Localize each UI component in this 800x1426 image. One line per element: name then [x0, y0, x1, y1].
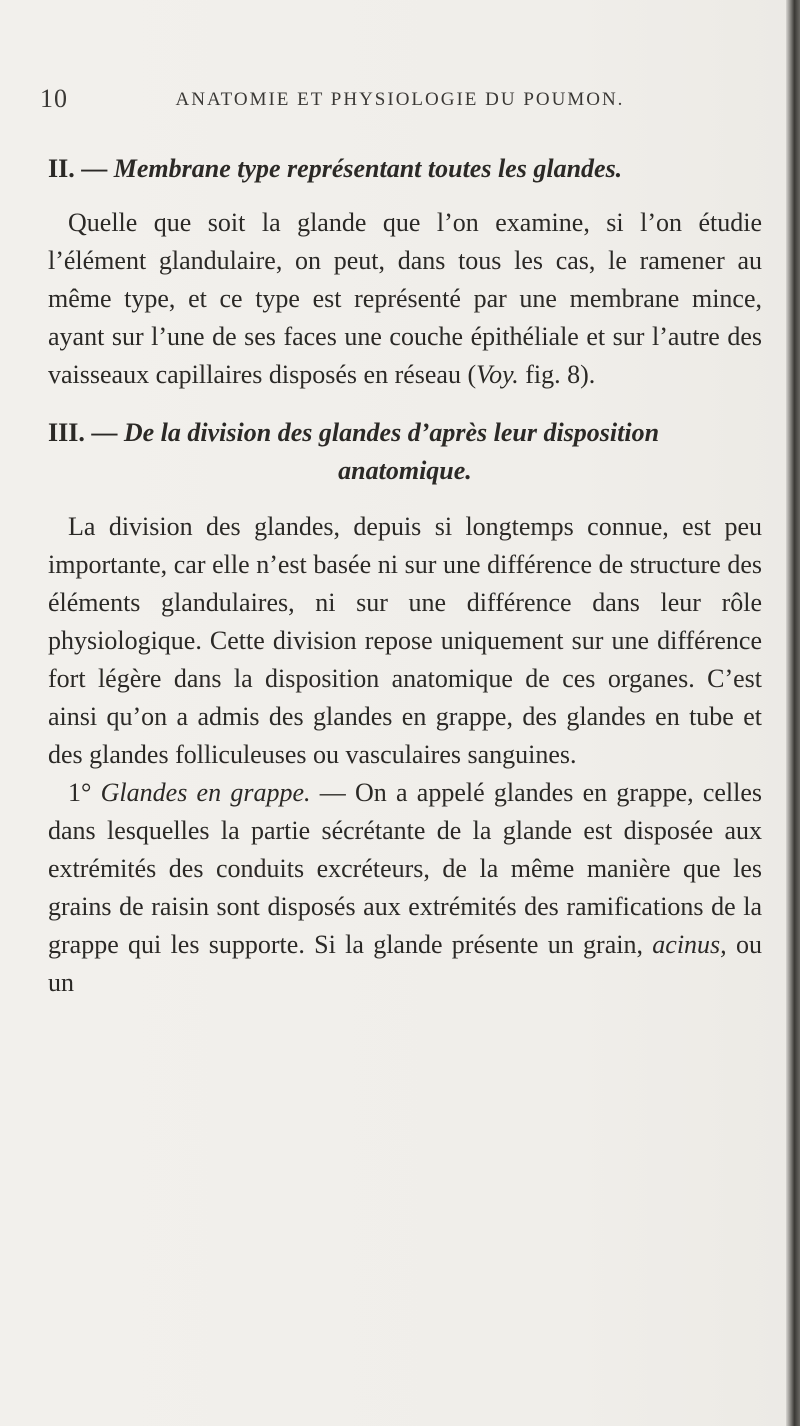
- section-title: Membrane type représentant toutes les glandes.: [113, 154, 623, 183]
- subsection-title: Glandes en grappe.: [100, 778, 311, 807]
- paragraph-text: — On a appelé glandes en grappe, celles dans lesquelles la partie sécrétante de la glande est disposée aux extrémités des conduits excréteurs, de la même manière que les grains de raisin sont disposés aux extrémités des ramifications de la grappe qui les supporte. Si la glande présente un grain,: [48, 778, 763, 959]
- body-text: [48, 150, 762, 1002]
- term-acinus: acinus,: [652, 930, 727, 959]
- section-heading-3: [48, 414, 762, 490]
- page-number: 10: [40, 84, 68, 113]
- section-title-line-1: De la division des glandes d’après leur disposition: [123, 418, 660, 447]
- list-number: 1°: [68, 778, 101, 807]
- section-heading-2: [48, 150, 762, 188]
- paragraph-tail: ou un: [48, 930, 762, 997]
- paragraph-text: Quelle que soit la glande que l’on examine, si l’on étudie l’élément glandulaire, on peut, dans tous les cas, le ramener au même type, et ce type est représenté par une membrane mince, ayant sur l’une de ses faces une couche épithéliale et sur l’autre des vaisseaux capillaires disposés en réseau (: [48, 208, 762, 389]
- figure-reference-voy: Voy.: [476, 360, 519, 389]
- section-number: III. —: [48, 418, 124, 447]
- section-number: II. —: [48, 154, 114, 183]
- figure-reference: fig. 8).: [518, 360, 596, 389]
- paragraph-division: La division des glandes, depuis si longtemps connue, est peu importante, car elle n’est basée ni sur une différence de structure des éléments glandulaires, ni sur une différence dans leur rôle physiologique. Cette division repose uniquement sur une différence fort légère dans la disposition anatomique de ces organes. C’est ainsi qu’on a admis des glandes en grappe, des glandes en tube et des glandes folliculeuses ou vasculaires sanguines.: [48, 512, 762, 769]
- paragraph-glandes-en-grappe: [48, 774, 762, 1002]
- page-binding-edge: [786, 0, 800, 1426]
- section-title-line-2: anatomique.: [338, 456, 472, 485]
- paragraph-membrane: [48, 204, 762, 394]
- running-title: ANATOMIE ET PHYSIOLOGIE DU POUMON.: [175, 89, 625, 110]
